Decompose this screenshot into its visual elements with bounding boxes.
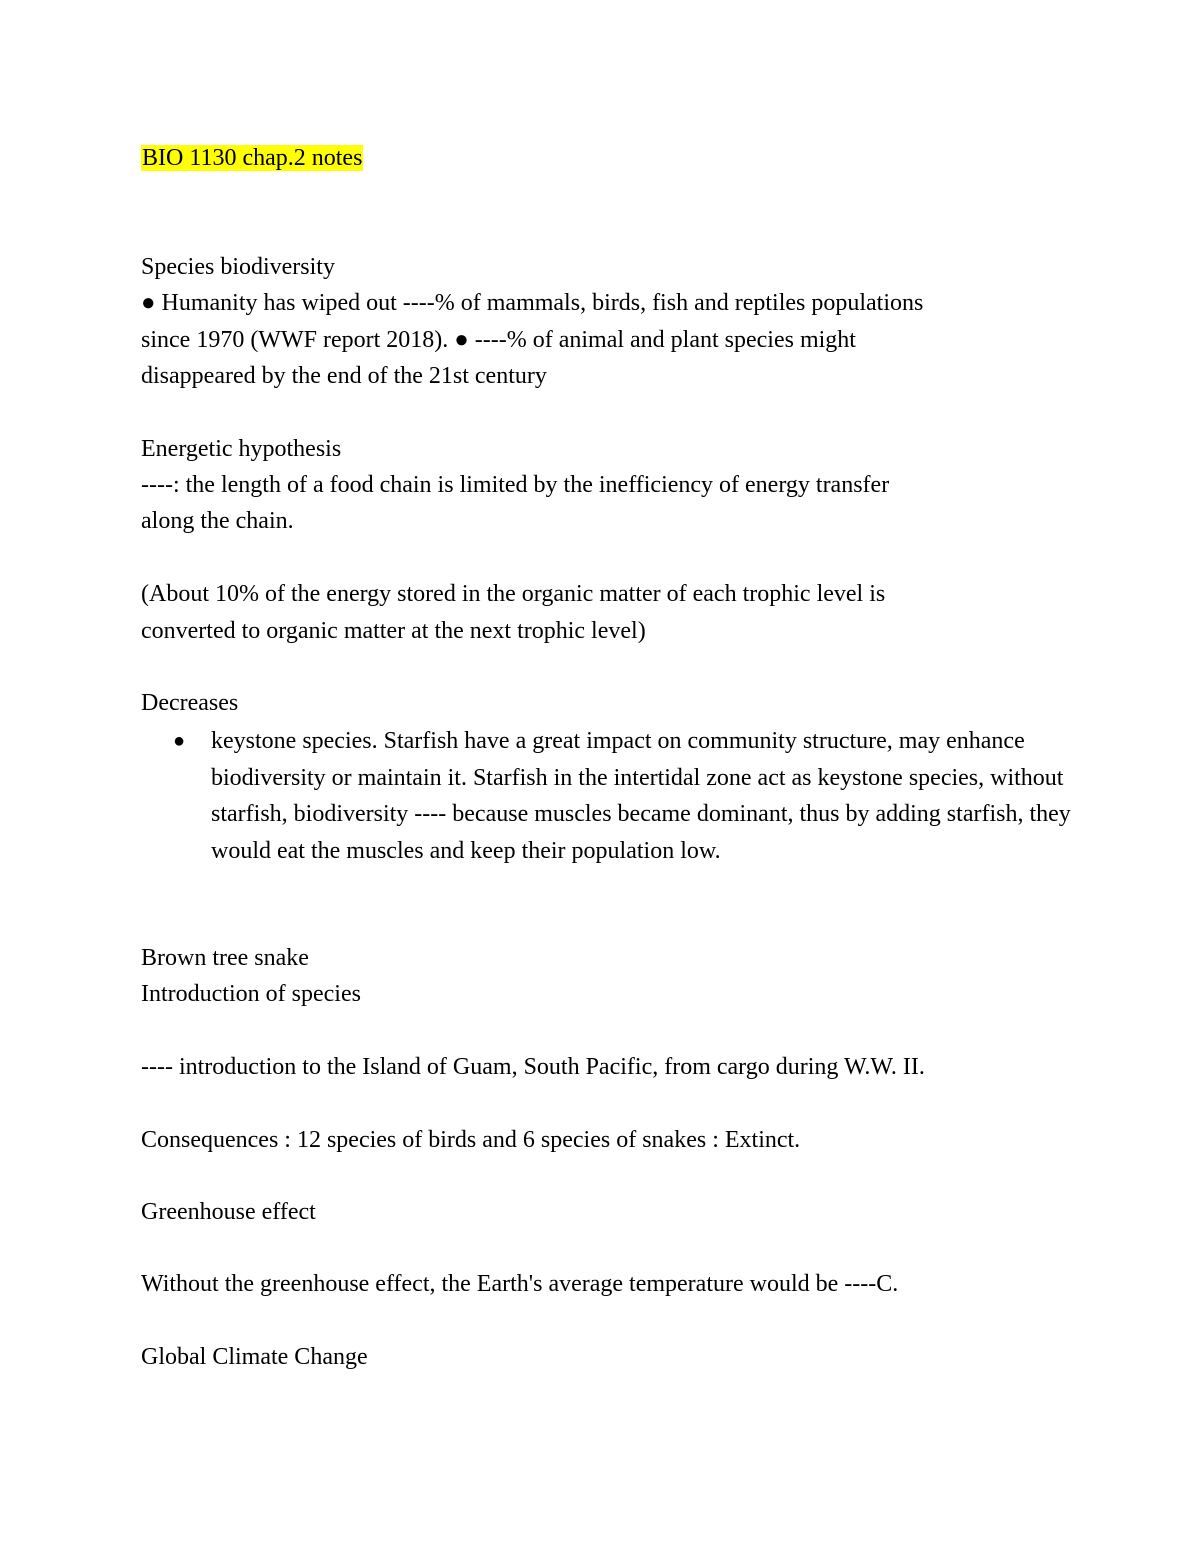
snake-heading: Brown tree snake — [141, 945, 309, 971]
about-line-1: (About 10% of the energy stored in the organic matter of each trophic level is — [141, 581, 886, 607]
bullet-dot-icon: ● — [173, 730, 186, 752]
intro-heading: Introduction of species — [141, 981, 361, 1007]
title-line — [141, 143, 363, 173]
energetic-line-2: along the chain. — [141, 508, 294, 534]
about-line-2: converted to organic matter at the next trophic level) — [141, 618, 646, 644]
decreases-heading: Decreases — [141, 690, 239, 716]
energetic-heading: Energetic hypothesis — [141, 436, 342, 462]
energetic-line-1: ----: the length of a food chain is limited by the inefficiency of energy transfer — [141, 472, 890, 498]
climate-heading: Global Climate Change — [141, 1344, 368, 1370]
keystone-text: keystone species. Starfish have a great impact on community structure, may enhance biodiversity or maintain it. Starfish in the intertidal zone act as keystone species, without starfish, biodiversity ---- because muscles became dominant, thus by adding starfish, they would eat the muscles and keep their population low. — [211, 728, 1071, 864]
document-title: BIO 1130 chap.2 notes — [142, 145, 363, 171]
consequences-line: Consequences : 12 species of birds and 6 species of snakes : Extinct. — [141, 1127, 801, 1153]
species-line-1: ● Humanity has wiped out ----% of mammals, birds, fish and reptiles populations — [141, 290, 924, 316]
greenhouse-line: Without the greenhouse effect, the Earth's average temperature would be ----C. — [141, 1271, 899, 1297]
intro-line: ---- introduction to the Island of Guam, South Pacific, from cargo during W.W. II. — [141, 1054, 925, 1080]
species-heading: Species biodiversity — [141, 254, 335, 280]
species-line-2: since 1970 (WWF report 2018). ● ----% of animal and plant species might — [141, 327, 856, 353]
species-line-3: disappeared by the end of the 21st century — [141, 363, 547, 389]
greenhouse-heading: Greenhouse effect — [141, 1199, 316, 1225]
